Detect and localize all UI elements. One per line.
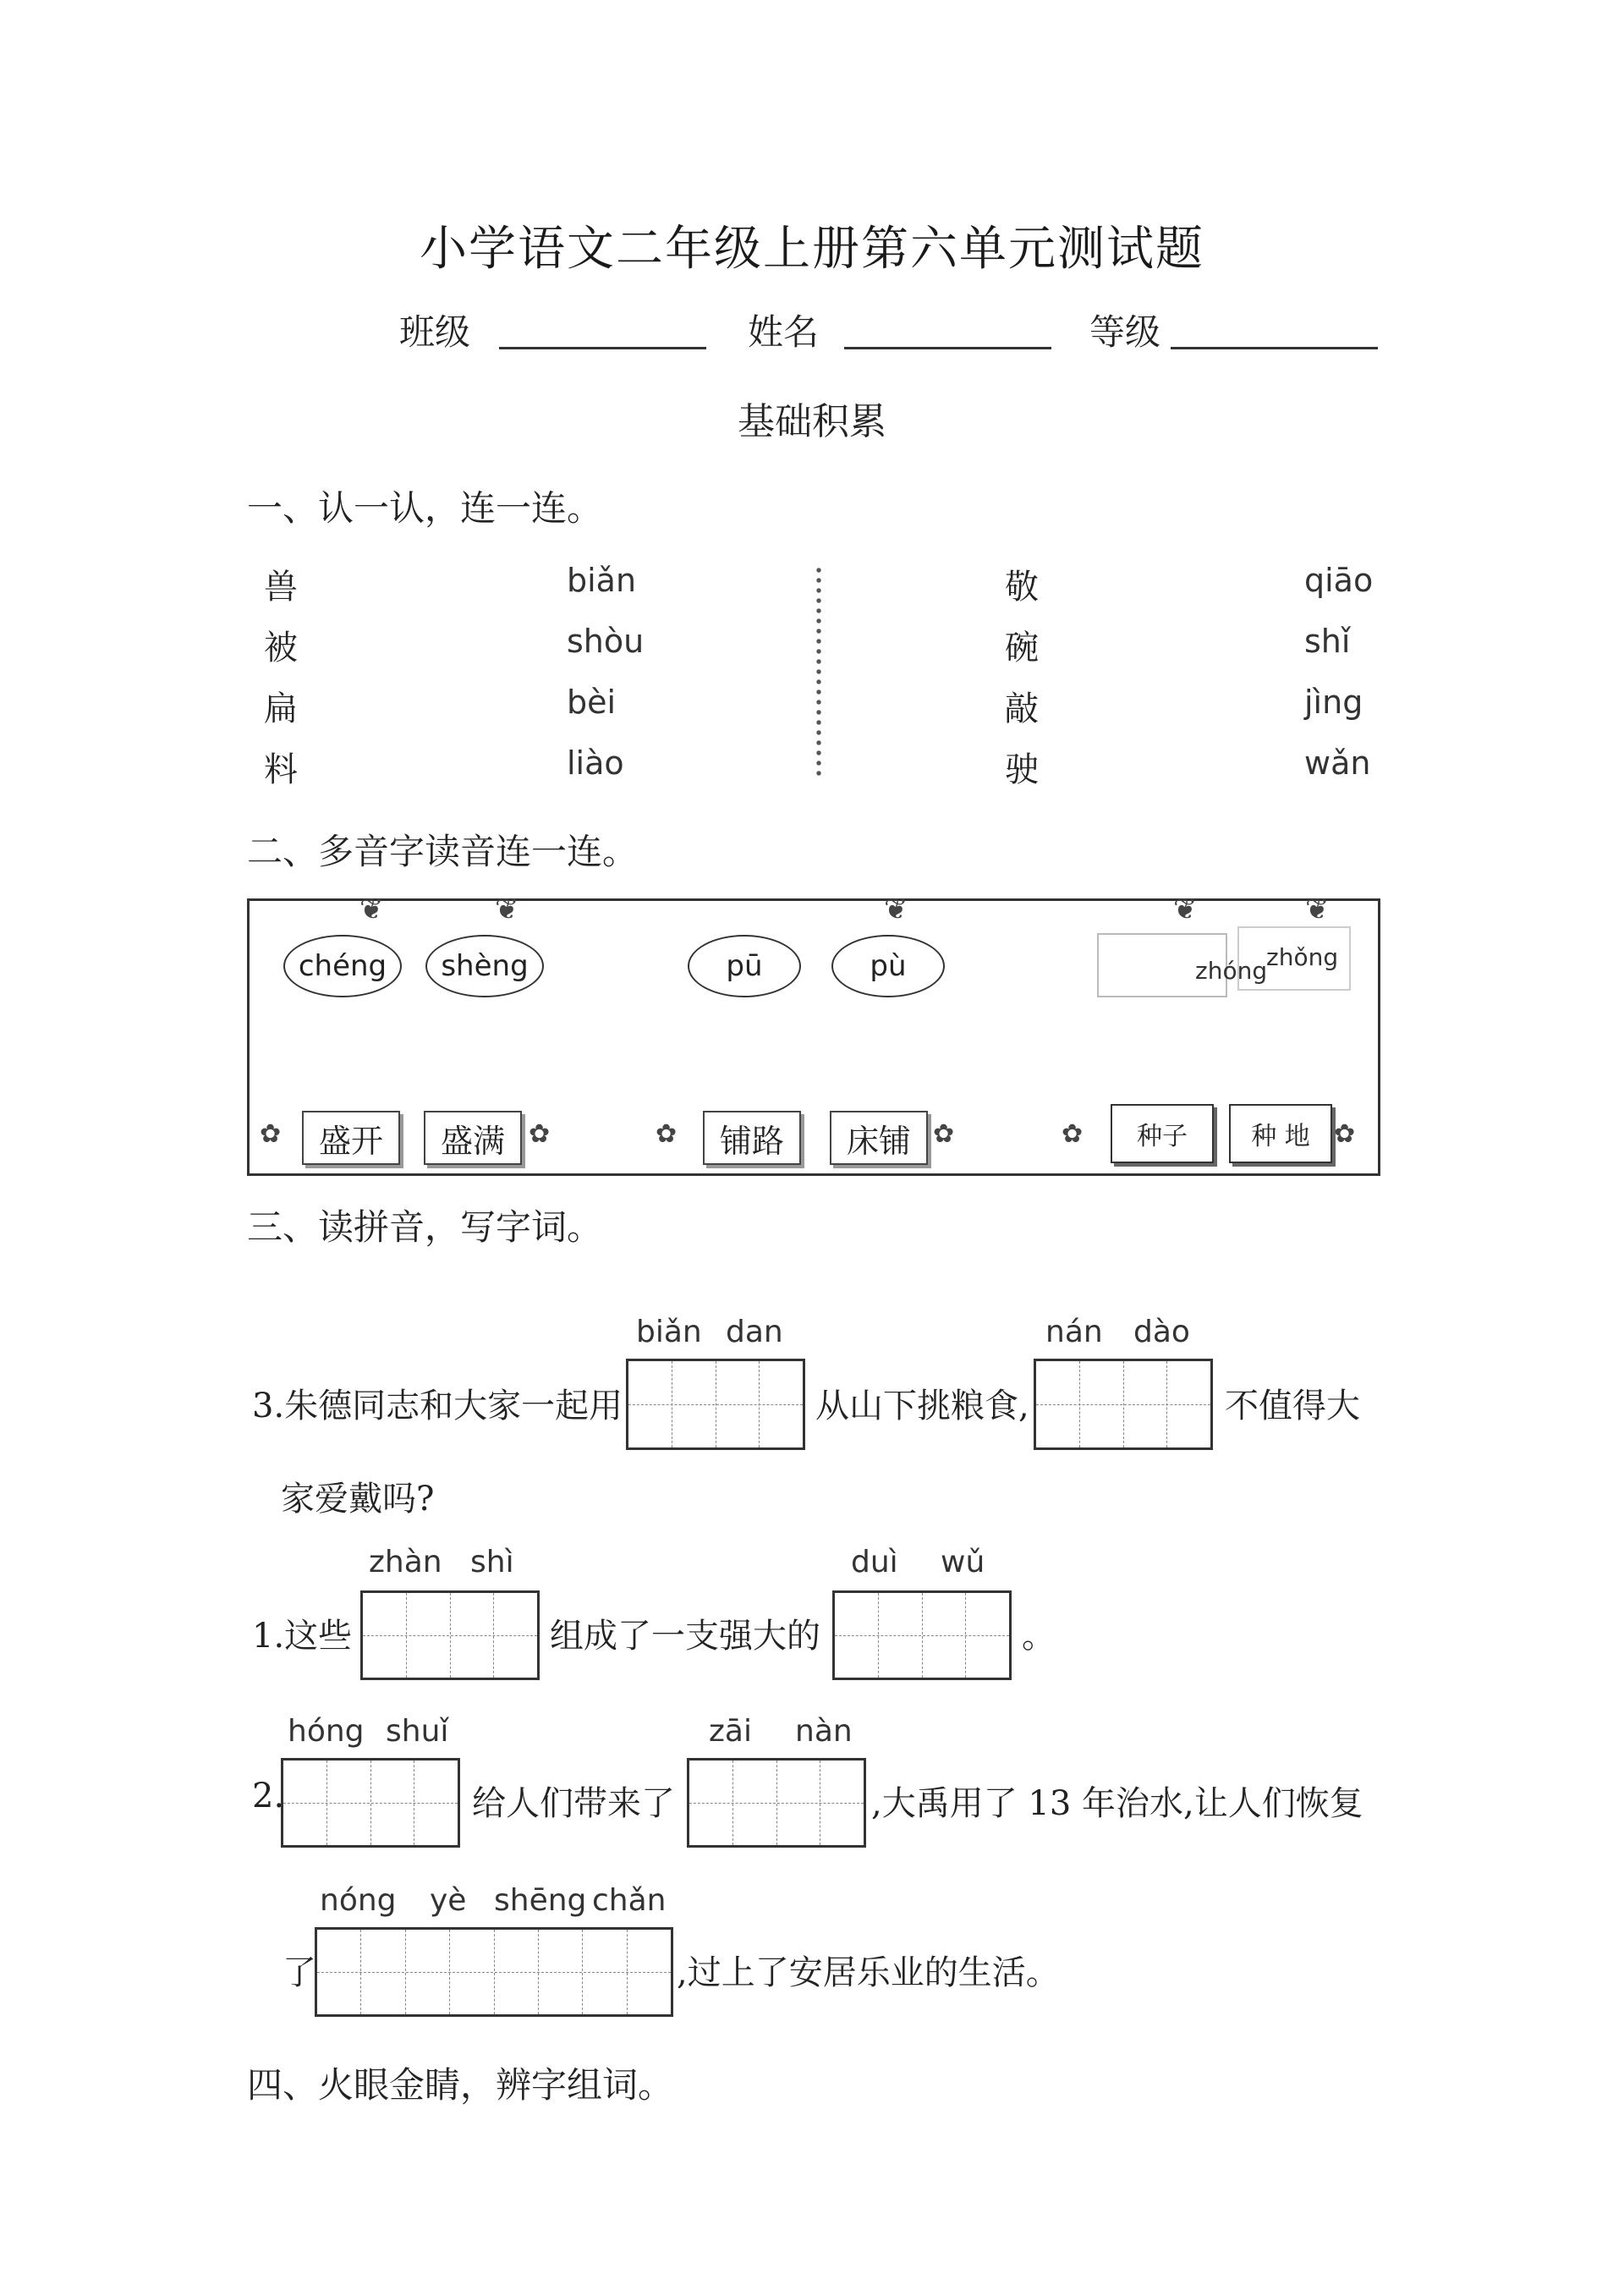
pinyin-hint: nán	[1045, 1315, 1103, 1349]
sentence-text: 2.	[252, 1777, 285, 1815]
left-char: 兽	[264, 568, 298, 607]
grade-label: 等级	[1089, 311, 1161, 353]
pinyin-hint: biǎn	[636, 1315, 702, 1349]
right-pinyin: shǐ	[1304, 623, 1351, 660]
writing-grid[interactable]	[360, 1590, 540, 1680]
right-char: 敬	[1005, 568, 1039, 607]
word-card[interactable]: 种 地	[1229, 1104, 1332, 1163]
class-field[interactable]	[499, 347, 706, 349]
word-card[interactable]: 盛满	[424, 1111, 522, 1165]
sentence-text: 不值得大	[1225, 1387, 1360, 1425]
word-card[interactable]: 铺路	[703, 1111, 801, 1165]
pinyin-hint: shēng	[494, 1883, 587, 1918]
sentence-text: ,大禹用了 13 年治水,让人们恢复	[871, 1784, 1363, 1823]
left-pinyin: shòu	[567, 623, 645, 660]
right-char: 敲	[1005, 689, 1039, 728]
writing-grid[interactable]	[1034, 1359, 1213, 1450]
bunny-icon: ✿	[260, 1119, 282, 1149]
pinyin-hint: nóng	[320, 1883, 397, 1918]
leaf-icon: ❦	[884, 893, 908, 926]
bunny-icon: ✿	[656, 1119, 678, 1149]
grade-field[interactable]	[1171, 347, 1378, 349]
pinyin-hint: yè	[430, 1883, 467, 1918]
pinyin-hint: nàn	[795, 1714, 853, 1749]
pinyin-bubble[interactable]: pū	[688, 935, 801, 997]
section3-heading: 三、读拼音，写字词。	[247, 1206, 603, 1248]
left-char: 被	[264, 629, 298, 667]
writing-grid[interactable]	[626, 1359, 805, 1450]
sentence-text: 组成了一支强大的	[550, 1617, 820, 1656]
pinyin-hint: zāi	[709, 1714, 752, 1749]
sentence-text: 从山下挑粮食,	[815, 1387, 1029, 1425]
left-pinyin: bèi	[567, 684, 617, 721]
left-char: 扁	[264, 689, 298, 728]
pinyin-hint: duì	[851, 1545, 898, 1579]
section-subtitle: 基础积累	[738, 400, 886, 443]
sentence-text: 。	[1022, 1617, 1056, 1656]
pinyin-hint: shì	[470, 1545, 514, 1579]
leaf-icon: ❦	[1173, 893, 1198, 926]
pinyin-hint: wǔ	[941, 1545, 985, 1579]
small-pinyin: zhóng	[1195, 957, 1268, 985]
sentence-text: 给人们带来了	[472, 1784, 675, 1823]
sentence-text: 家爱戴吗?	[281, 1480, 435, 1519]
left-pinyin: liào	[567, 744, 624, 782]
word-card[interactable]: 床铺	[830, 1111, 928, 1165]
dotted-divider	[815, 565, 822, 777]
word-card[interactable]: 种子	[1111, 1104, 1214, 1163]
pinyin-bubble[interactable]: chéng	[283, 935, 402, 997]
section4-heading: 四、火眼金睛，辨字组词。	[247, 2064, 674, 2106]
sentence-text: 1.这些	[252, 1617, 353, 1656]
pinyin-bubble[interactable]: shèng	[425, 935, 544, 997]
writing-grid[interactable]	[832, 1590, 1012, 1680]
section2-heading: 二、多音字读音连一连。	[247, 831, 639, 872]
pinyin-hint: hóng	[288, 1714, 365, 1749]
left-pinyin: biǎn	[567, 562, 637, 599]
sentence-text: 3.朱德同志和大家一起用	[252, 1387, 623, 1425]
pinyin-hint: dan	[726, 1315, 783, 1349]
polyphone-panel	[247, 893, 1380, 1176]
pinyin-hint: zhàn	[369, 1545, 442, 1579]
pinyin-hint: chǎn	[592, 1883, 667, 1918]
right-char: 驶	[1005, 750, 1039, 789]
word-card[interactable]: 盛开	[302, 1111, 400, 1165]
pinyin-bubble[interactable]: pù	[831, 935, 945, 997]
pinyin-hint: shuǐ	[386, 1714, 449, 1749]
small-pinyin: zhǒng	[1266, 943, 1339, 971]
name-field[interactable]	[844, 347, 1051, 349]
class-label: 班级	[399, 311, 471, 353]
bunny-icon: ✿	[933, 1119, 955, 1149]
right-pinyin: wǎn	[1304, 744, 1371, 782]
page-title: 小学语文二年级上册第六单元测试题	[420, 222, 1204, 277]
right-pinyin: jìng	[1304, 684, 1363, 721]
bunny-icon: ✿	[1062, 1119, 1084, 1149]
pinyin-hint: dào	[1133, 1315, 1190, 1349]
sentence-text: ,过上了安居乐业的生活。	[677, 1953, 1060, 1992]
right-char: 碗	[1005, 629, 1039, 667]
writing-grid[interactable]	[281, 1758, 460, 1848]
sentence-text: 了	[283, 1953, 316, 1992]
right-pinyin: qiāo	[1304, 562, 1374, 599]
section1-heading: 一、认一认，连一连。	[247, 487, 603, 529]
leaf-icon: ❦	[359, 893, 384, 926]
leaf-icon: ❦	[495, 893, 519, 926]
leaf-icon: ❦	[1305, 893, 1330, 926]
name-label: 姓名	[748, 311, 820, 353]
writing-grid[interactable]	[315, 1927, 673, 2017]
writing-grid[interactable]	[687, 1758, 866, 1848]
left-char: 料	[264, 750, 298, 789]
bunny-icon: ✿	[1334, 1119, 1356, 1149]
bunny-icon: ✿	[529, 1119, 551, 1149]
